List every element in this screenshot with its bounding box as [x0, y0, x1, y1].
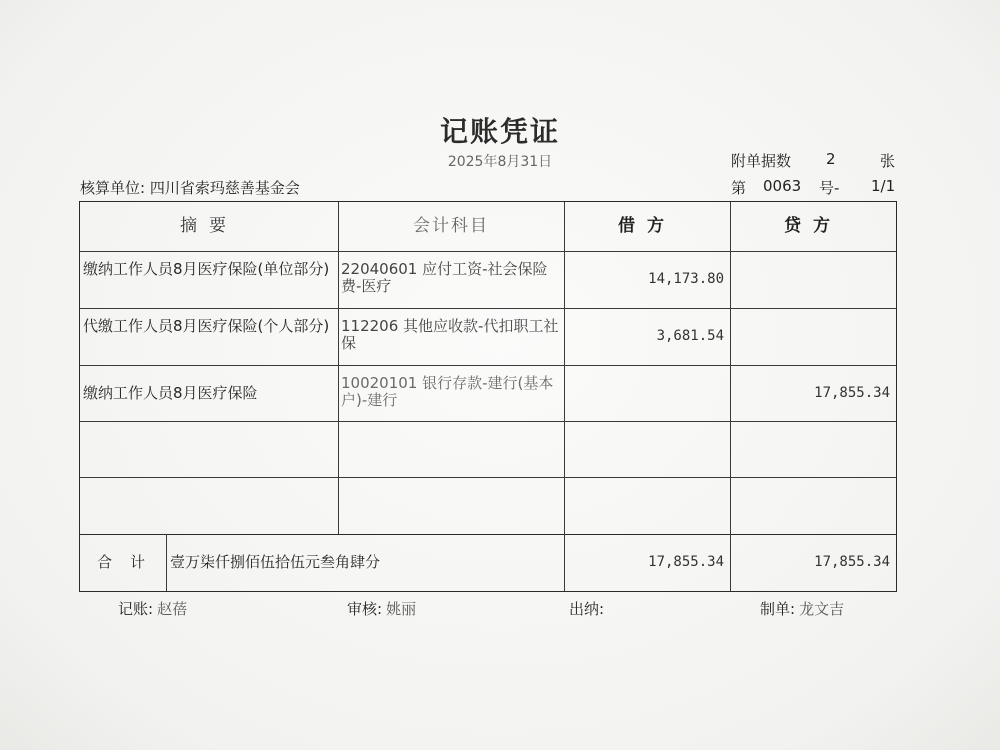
unit-label: 核算单位:	[80, 179, 146, 197]
row-1-summary: 缴纳工作人员8月医疗保险(单位部分)	[83, 260, 330, 278]
reviewer-signature	[347, 598, 416, 619]
bookkeeper-label: 记账:	[118, 600, 154, 618]
header-credit: 贷方	[784, 216, 842, 236]
row-2-summary: 代缴工作人员8月医疗保险(个人部分)	[83, 317, 330, 335]
unit-name: 四川省索玛慈善基金会	[149, 179, 300, 197]
row-5-credit	[730, 477, 896, 534]
bookkeeper-signature	[118, 598, 187, 619]
row-4-summary	[80, 421, 338, 477]
preparer-signature	[760, 598, 844, 619]
row-5-account	[338, 477, 564, 534]
row-3-account: 10020101 银行存款-建行(基本户)-建行	[341, 374, 554, 409]
row-2-account: 112206 其他应收款-代扣职工社保	[341, 317, 559, 352]
row-1-account: 22040601 应付工资-社会保险费-医疗	[341, 260, 548, 295]
total-debit: 17,855.34	[648, 554, 724, 570]
total-label: 合计	[96, 553, 163, 571]
reviewer-name: 姚丽	[386, 600, 417, 618]
header-summary: 摘要	[180, 216, 238, 236]
total-amount-in-words: 壹万柒仟捌佰伍拾伍元叁角肆分	[170, 553, 381, 571]
cashier-label: 出纳:	[569, 600, 605, 618]
preparer-label: 制单:	[760, 600, 796, 618]
number-value: 0063	[763, 177, 802, 195]
number-suffix: 号-	[819, 179, 840, 197]
row-3-summary: 缴纳工作人员8月医疗保险	[83, 383, 258, 402]
row-2-credit	[730, 308, 896, 365]
row-5-summary	[80, 477, 338, 534]
reviewer-label: 审核:	[347, 600, 383, 618]
row-4-account	[338, 421, 564, 477]
voucher-title: 记账凭证	[439, 115, 560, 148]
page-number: 1/1	[871, 177, 896, 195]
header-account: 会计科目	[413, 216, 489, 236]
row-3-credit: 17,855.34	[814, 384, 890, 401]
voucher-table	[79, 201, 897, 592]
voucher-date: 2025年8月31日	[447, 154, 553, 170]
bookkeeper-name: 赵蓓	[157, 600, 188, 618]
attachments-unit: 张	[880, 152, 896, 170]
row-3-debit	[564, 365, 730, 421]
attachments-count: 2	[826, 150, 836, 168]
row-1-debit: 14,173.80	[648, 271, 724, 287]
row-4-debit	[564, 421, 730, 477]
accounting-unit	[80, 177, 300, 198]
preparer-name: 龙文吉	[799, 600, 845, 618]
header-debit: 借方	[618, 216, 676, 236]
row-5-debit	[564, 477, 730, 534]
row-4-credit	[730, 421, 896, 477]
row-2-debit: 3,681.54	[656, 328, 724, 344]
row-1-credit	[730, 251, 896, 308]
attachments-label: 附单据数	[731, 152, 792, 170]
cashier-signature	[569, 598, 608, 619]
total-credit: 17,855.34	[814, 554, 890, 570]
number-prefix: 第	[731, 179, 747, 197]
